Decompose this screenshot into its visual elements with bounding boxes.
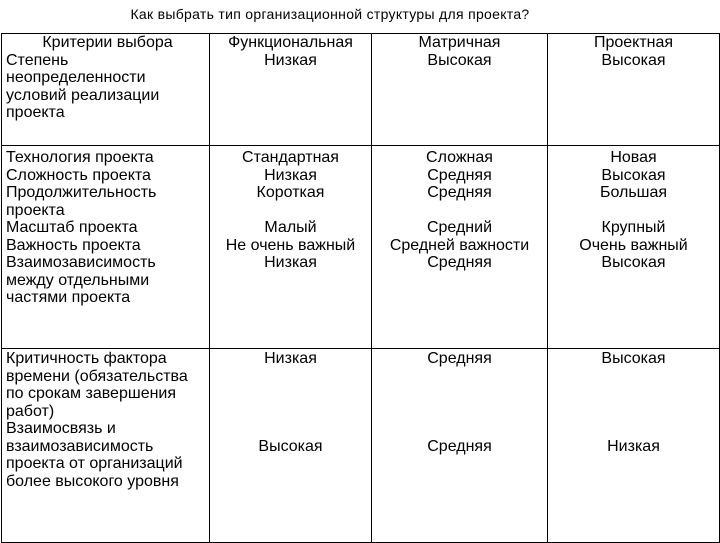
value-cell: Низкая: [264, 254, 317, 271]
header-project: Проектная: [593, 34, 674, 51]
value-cell: Высокая: [427, 51, 492, 69]
comparison-table: [1, 33, 720, 543]
value-cell: Средний: [426, 219, 493, 236]
matrix-column-cell: [372, 146, 548, 349]
value-cell: Крупный: [601, 219, 666, 236]
value-cell: Средняя: [427, 254, 492, 271]
value-cell: Средней важности: [389, 236, 530, 254]
criterion-label: Важность проекта: [6, 236, 141, 254]
value-cell: Высокая: [601, 350, 666, 367]
criterion-label: Взаимозависимость между отдельными частями проекта: [6, 254, 156, 306]
value-cell: Средняя: [427, 437, 492, 455]
criterion-label: Технология проекта: [6, 149, 154, 166]
project-column-cell: [548, 349, 720, 543]
value-cell: Высокая: [601, 51, 666, 69]
matrix-column-cell: [372, 349, 548, 543]
criterion-label: Взаимосвязь и взаимозависимость проекта от организаций более высокого уровня: [6, 420, 183, 490]
table-row: [2, 146, 720, 349]
criteria-column-cell: [2, 34, 210, 146]
value-cell: Большая: [599, 184, 668, 201]
criterion-label: Масштаб проекта: [6, 219, 138, 236]
value-cell: Средняя: [427, 184, 492, 201]
value-cell: Высокая: [601, 254, 666, 271]
functional-column-cell: [210, 349, 372, 543]
value-cell: Средняя: [427, 350, 492, 367]
criteria-column-cell: [2, 349, 210, 543]
header-functional: Функциональная: [228, 34, 353, 51]
value-cell: Низкая: [264, 51, 317, 69]
value-cell: Короткая: [256, 184, 325, 201]
header-criteria: Критерии выбора: [42, 34, 173, 51]
criterion-label: Продолжительность проекта: [6, 184, 157, 219]
header-matrix: Матричная: [418, 34, 501, 51]
table-row: [2, 34, 720, 146]
value-cell: Низкая: [607, 437, 660, 455]
value-cell: Сложная: [426, 149, 493, 166]
value-cell: Низкая: [264, 166, 317, 184]
value-cell: Новая: [610, 149, 657, 166]
criterion-label: Степень неопределенности условий реализации проекта: [6, 51, 160, 121]
functional-column-cell: [210, 34, 372, 146]
value-cell: Стандартная: [242, 149, 339, 166]
criterion-label: Сложность проекта: [6, 166, 151, 184]
functional-column-cell: [210, 146, 372, 349]
criteria-column-cell: [2, 146, 210, 349]
value-cell: Высокая: [258, 437, 323, 455]
table-row: [2, 349, 720, 543]
value-cell: Очень важный: [579, 236, 688, 254]
value-cell: Высокая: [601, 166, 666, 184]
criterion-label: Критичность фактора времени (обязательства по срокам завершения работ): [6, 350, 188, 420]
value-cell: Средняя: [427, 166, 492, 184]
project-column-cell: [548, 34, 720, 146]
project-column-cell: [548, 146, 720, 349]
value-cell: Не очень важный: [225, 236, 356, 254]
matrix-column-cell: [372, 34, 548, 146]
value-cell: Низкая: [264, 350, 317, 367]
page-title: Как выбрать тип организационной структуры для проекта?: [130, 6, 530, 22]
value-cell: Малый: [264, 219, 317, 236]
